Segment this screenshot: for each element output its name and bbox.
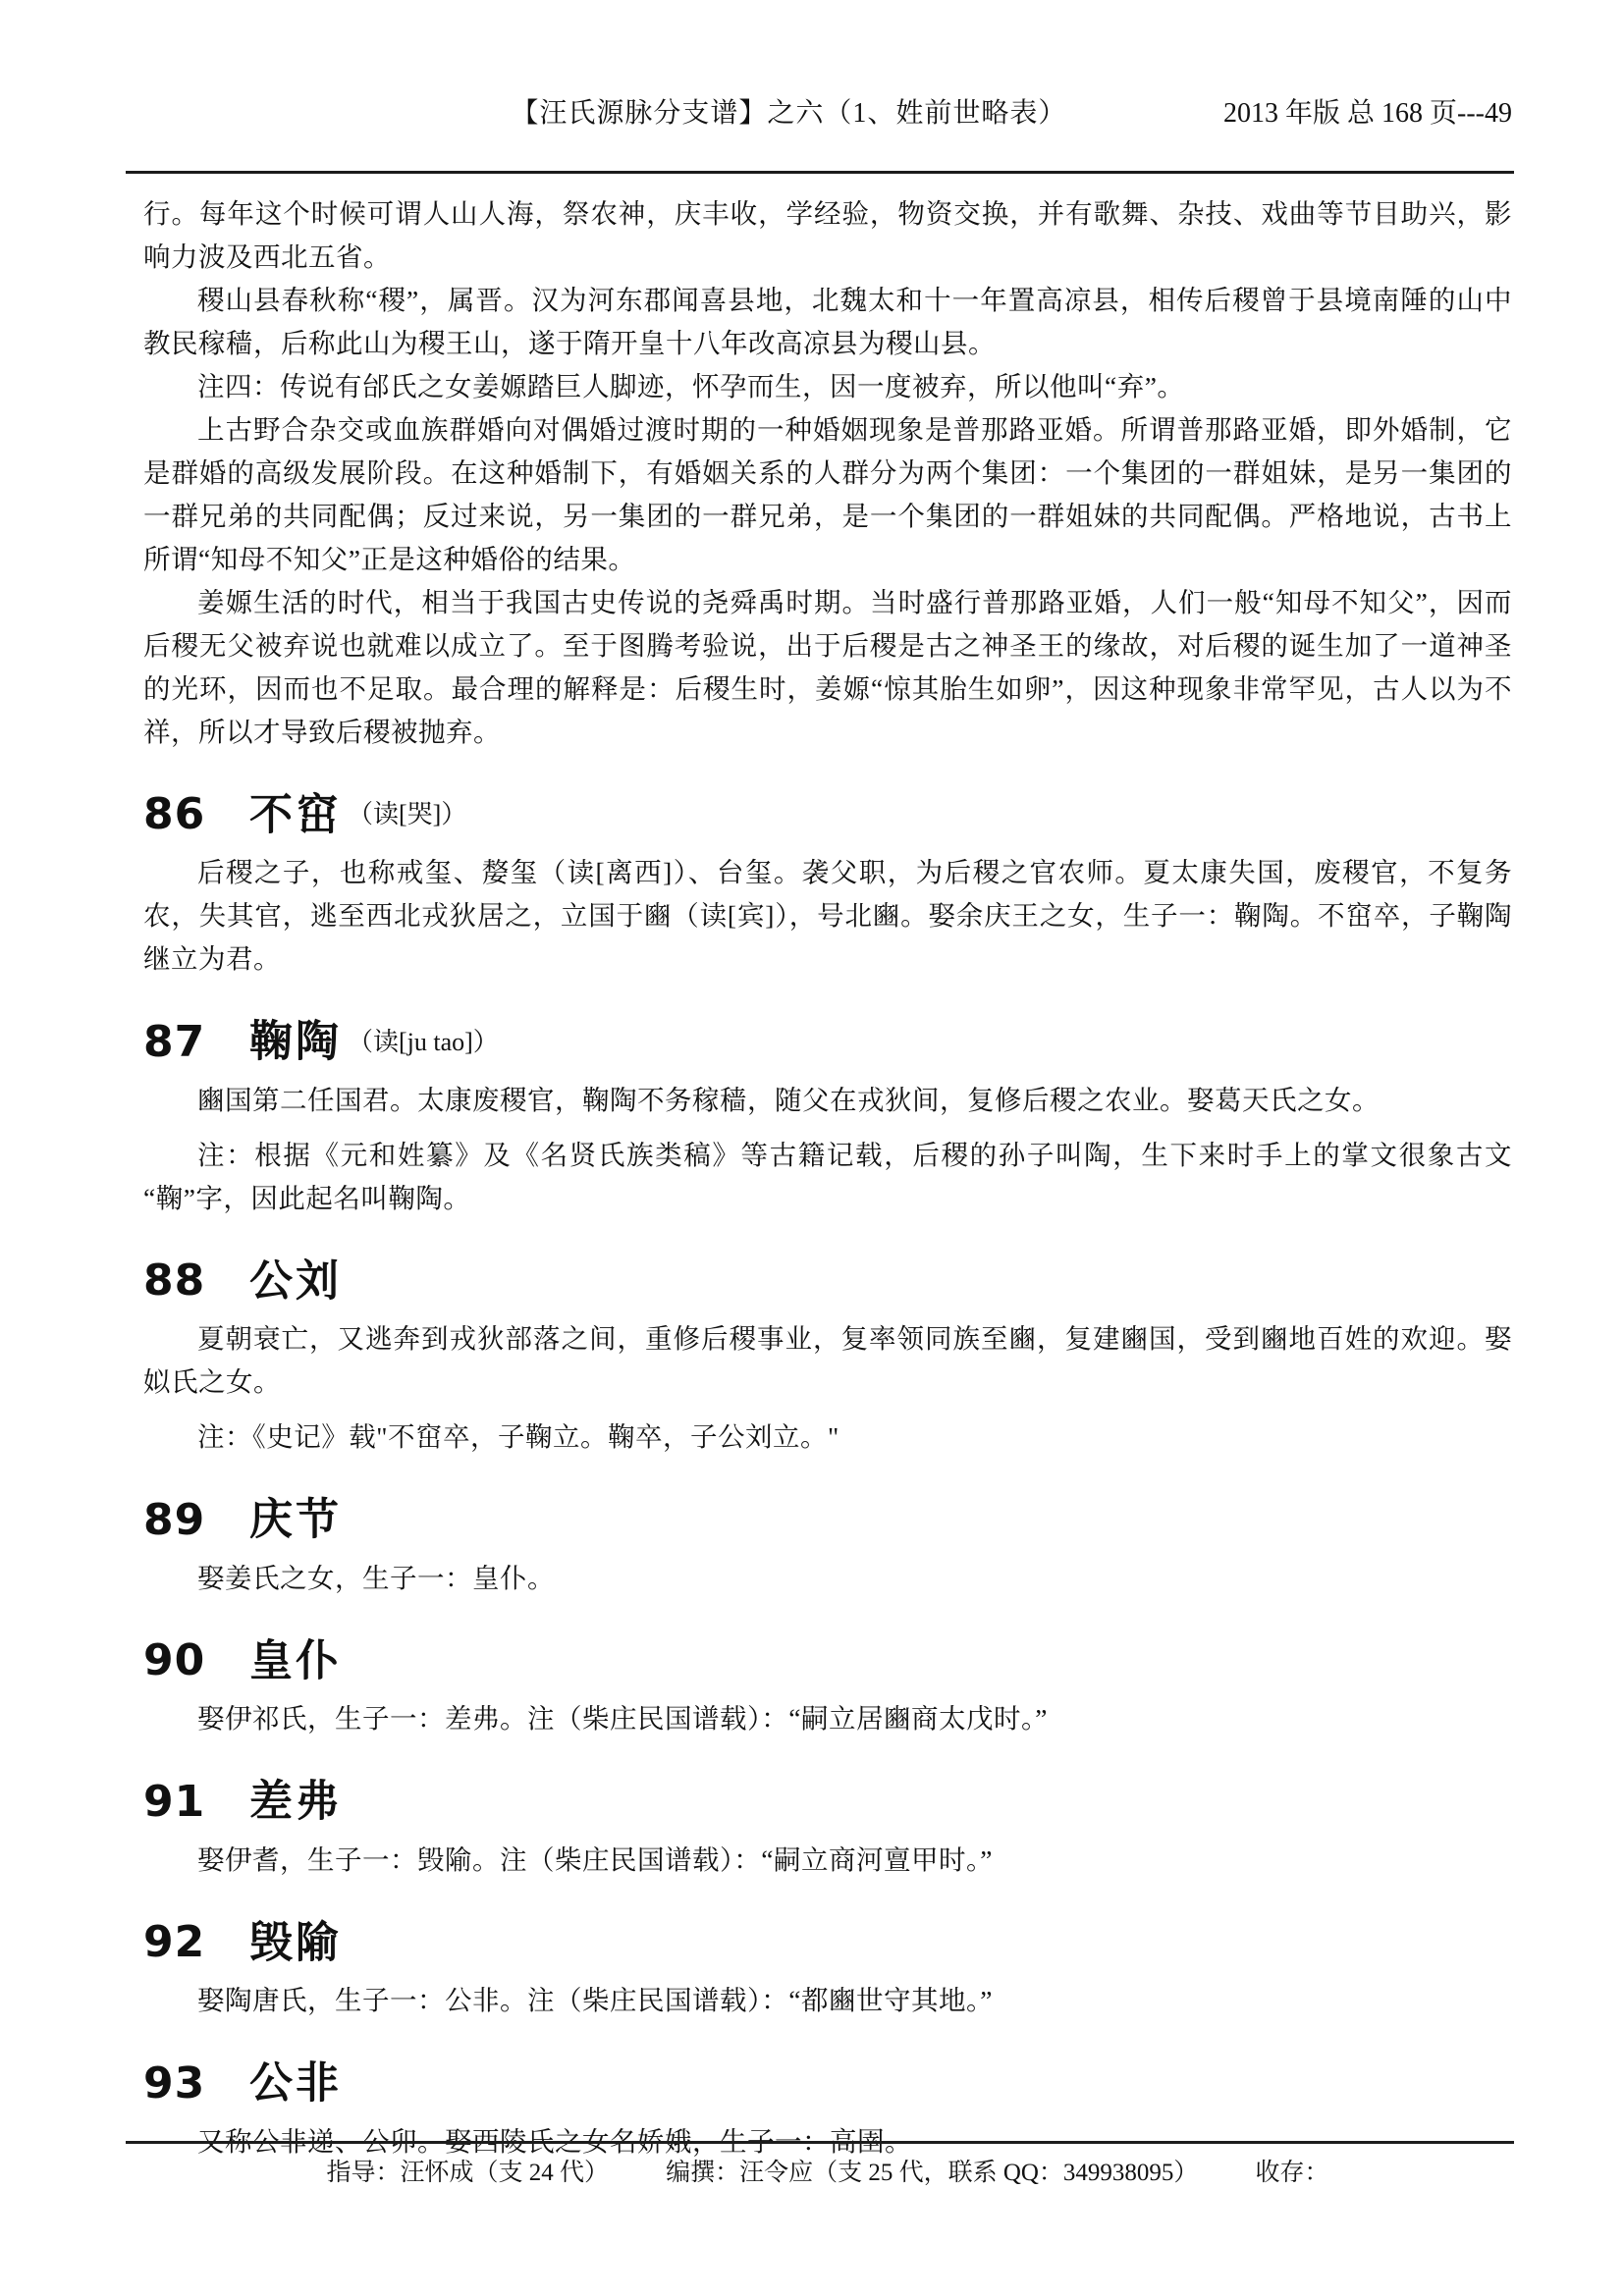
page-header-title: 【汪氏源脉分支谱】之六（1、姓前世略表） <box>511 98 1067 129</box>
entry-number: 90 <box>143 1635 206 1686</box>
entry-heading <box>143 1776 1512 1826</box>
intro-note-paragraph: 注四：传说有邰氏之女姜嫄踏巨人脚迹，怀孕而生，因一度被弃，所以他叫“弃”。 <box>197 371 1185 401</box>
entry-number: 86 <box>143 789 206 840</box>
entry-paragraph: 豳国第二任国君。太康废稷官，鞠陶不务稼穑，随父在戎狄间，复修后稷之农业。娶葛天氏之女。 <box>197 1084 1380 1115</box>
entry-name: 不窋 <box>249 789 342 840</box>
footer-archive: 收存： <box>1255 2160 1329 2186</box>
entry-number: 92 <box>143 1917 206 1968</box>
entry-name: 毁隃 <box>249 1917 342 1968</box>
footer-director: 指导：汪怀成（支 24 代） <box>326 2160 610 2186</box>
entry-note-paragraph: 注：《史记》载"不窋卒，子鞠立。鞠卒，子公刘立。" <box>197 1421 839 1453</box>
entry-paragraph: 娶陶唐氏，生子一：公非。注（柴庄民国谱载）：“都豳世守其地。” <box>197 1985 993 2016</box>
entry-paragraph: 娶伊耆，生子一：毁隃。注（柴庄民国谱载）：“嗣立商河亶甲时。” <box>197 1843 993 1875</box>
footer-divider <box>126 2141 1514 2144</box>
entry-heading <box>143 2057 1512 2108</box>
page-body <box>143 192 1512 2163</box>
entry-name: 公刘 <box>249 1255 342 1307</box>
intro-paragraph: 上古野合杂交或血族群婚向对偶婚过渡时期的一种婚姻现象是普那路亚婚。所谓普那路亚婚，即外婚制，它是群婚的高级发展阶段。在这种婚制下，有婚姻关系的人群分为两个集团：一个集团的一群姐妹，是另一集团的一群兄弟的共同配偶；反过来说，另一集团的一群兄弟，是一个集团的一群姐妹的共同配偶。严格地说，古书上所谓“知母不知父”正是这种婚俗的结果。 <box>143 414 1512 574</box>
genealogy-entry-87 <box>143 1016 1512 1219</box>
entry-name: 鞠陶 <box>249 1016 342 1067</box>
entry-reading: （读[哭]） <box>348 800 467 829</box>
genealogy-entry-92 <box>143 1917 1512 2022</box>
header-divider <box>126 171 1514 174</box>
entry-heading <box>143 1255 1512 1306</box>
entry-heading <box>143 789 1512 839</box>
entry-number: 93 <box>143 2057 206 2109</box>
entry-paragraph: 夏朝衰亡，又逃奔到戎狄部落之间，重修后稷事业，复率领同族至豳，复建豳国，受到豳地百姓的欢迎。娶姒氏之女。 <box>143 1323 1512 1398</box>
genealogy-entry-91 <box>143 1776 1512 1881</box>
genealogy-entry-86 <box>143 789 1512 981</box>
page-header <box>143 94 1512 137</box>
genealogy-entry-89 <box>143 1494 1512 1599</box>
entry-number: 89 <box>143 1494 206 1545</box>
entry-name: 皇仆 <box>249 1635 342 1686</box>
intro-paragraph: 稷山县春秋称“稷”，属晋。汉为河东郡闻喜县地，北魏太和十一年置高凉县，相传后稷曾于县境南陲的山中教民稼穑，后称此山为稷王山，遂于隋开皇十八年改高凉县为稷山县。 <box>143 285 1512 358</box>
entry-heading <box>143 1016 1512 1066</box>
intro-paragraph: 姜嫄生活的时代，相当于我国古史传说的尧舜禹时期。当时盛行普那路亚婚，人们一般“知母不知父”，因而后稷无父被弃说也就难以成立了。至于图腾考验说，出于后稷是古之神圣王的缘故，对后稷的诞生加了一道神圣的光环，因而也不足取。最合理的解释是：后稷生时，姜嫄“惊其胎生如卵”，因这种现象非常罕见，古人以为不祥，所以才导致后稷被抛弃。 <box>143 587 1512 747</box>
footer-editor: 编撰：汪令应（支 25 代，联系 QQ：349938095） <box>666 2160 1199 2186</box>
entry-name: 公非 <box>249 2057 342 2109</box>
genealogy-entry-93 <box>143 2057 1512 2163</box>
entry-paragraph: 又称公非递、公卯。娶西陵氏之女名娇娥，生子一：高圉。 <box>197 2125 912 2157</box>
entry-number: 91 <box>143 1776 206 1827</box>
genealogy-entry-90 <box>143 1635 1512 1740</box>
entry-paragraph: 娶伊祁氏，生子一：差弗。注（柴庄民国谱载）：“嗣立居豳商太戊时。” <box>197 1703 1048 1735</box>
entry-number: 88 <box>143 1255 206 1307</box>
page-footer <box>143 2156 1512 2191</box>
entry-note-paragraph: 注：根据《元和姓纂》及《名贤氏族类稿》等古籍记载，后稷的孙子叫陶，生下来时手上的掌文很象古文“鞠”字，因此起名叫鞠陶。 <box>143 1139 1512 1213</box>
entry-heading <box>143 1635 1512 1685</box>
entry-reading: （读[ju tao]） <box>348 1027 499 1056</box>
entry-number: 87 <box>143 1016 206 1067</box>
entry-paragraph: 后稷之子，也称戒玺、嫠玺（读[离西]）、台玺。袭父职，为后稷之官农师。夏太康失国，废稷官，不复务农，失其官，逃至西北戎狄居之，立国于豳（读[宾]），号北豳。娶余庆王之女，生子一：鞠陶。不窋卒，子鞠陶继立为君。 <box>143 857 1512 975</box>
page-header-edition: 2013 年版 总 168 页---49 <box>1223 98 1512 129</box>
entry-heading <box>143 1917 1512 1967</box>
intro-paragraph-continuation: 行。每年这个时候可谓人山人海，祭农神，庆丰收，学经验，物资交换，并有歌舞、杂技、戏曲等节目助兴，影响力波及西北五省。 <box>143 198 1512 272</box>
entry-paragraph: 娶姜氏之女，生子一：皇仆。 <box>197 1562 555 1593</box>
entry-name: 庆节 <box>249 1494 342 1545</box>
genealogy-entry-88 <box>143 1255 1512 1459</box>
entry-heading <box>143 1494 1512 1544</box>
entry-name: 差弗 <box>249 1776 342 1827</box>
